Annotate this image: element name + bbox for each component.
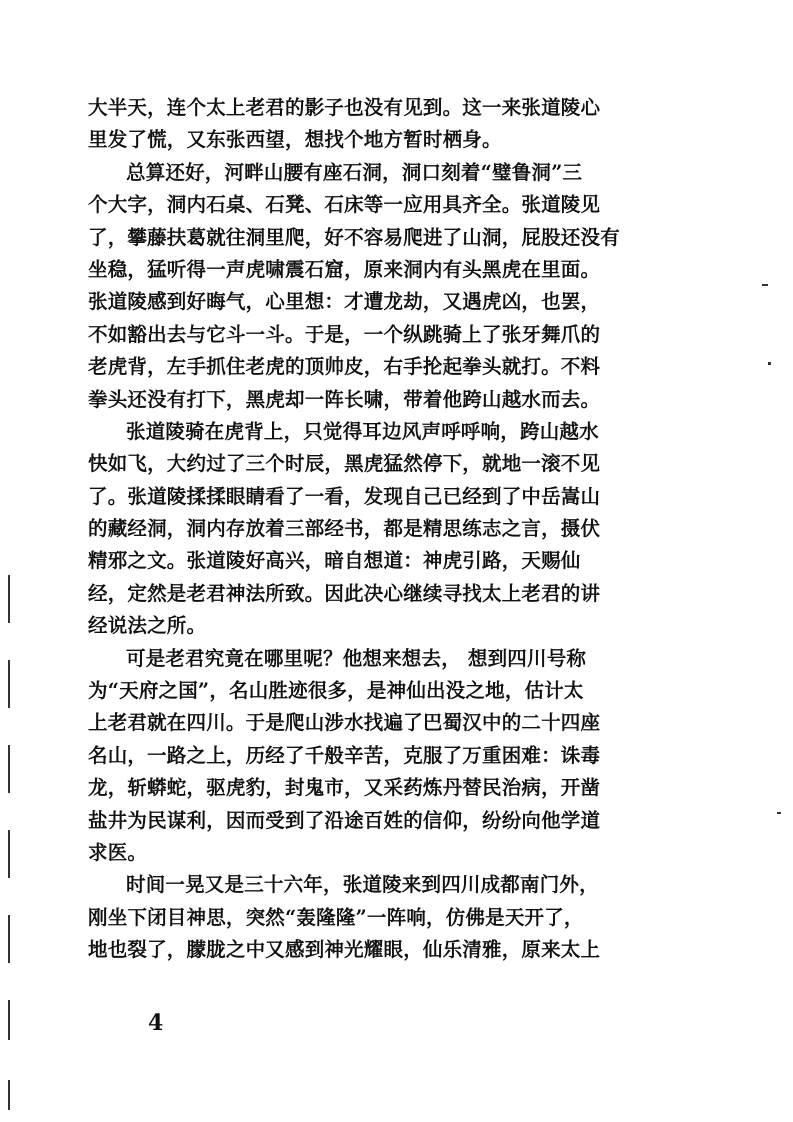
scan-artifact — [762, 284, 768, 286]
text-line: 不如豁出去与它斗一斗。于是，一个纵跳骑上了张牙舞爪的 — [88, 322, 601, 346]
text-line: 了，攀藤扶葛就往洞里爬，好不容易爬进了山洞，屁股还没有 — [88, 225, 620, 249]
text-line: 老虎背，左手抓住老虎的顶帅皮，右手抡起拳头就打。不料 — [88, 355, 601, 379]
scan-artifact — [777, 812, 781, 814]
scan-artifact — [8, 830, 10, 878]
text-line: 刚坐下闭目神思，突然“轰隆隆”一阵响，仿佛是天开了， — [88, 905, 584, 929]
text-line: 可是老君究竟在哪里呢？他想来想去， 想到四川号称 — [126, 646, 587, 670]
text-line: 张道陵感到好晦气，心里想：才遭龙劫，又遇虎凶，也罢， — [88, 290, 601, 314]
text-line: 坐稳，猛听得一声虎啸震石窟，原来洞内有头黑虎在里面。 — [88, 257, 601, 281]
scan-artifact — [768, 362, 771, 365]
text-line: 张道陵骑在虎背上，只觉得耳边风声呼呼响，跨山越水 — [126, 419, 599, 443]
text-line: 时间一晃又是三十六年，张道陵来到四川成都南门外， — [126, 873, 599, 897]
text-line: 了。张道陵揉揉眼睛看了一看，发现自己已经到了中岳嵩山 — [88, 484, 601, 508]
text-line: 拳头还没有打下，黑虎却一阵长啸，带着他跨山越水而去。 — [88, 387, 601, 411]
scan-artifact — [8, 660, 10, 708]
text-line: 精邪之文。张道陵好高兴，暗自想道：神虎引路，天赐仙 — [88, 549, 581, 573]
text-line: 大半天，连个太上老君的影子也没有见到。这一来张道陵心 — [88, 96, 601, 119]
text-line: 为“天府之国”，名山胜迹很多，是神仙出没之地，估计太 — [88, 679, 584, 703]
body-text — [88, 92, 696, 967]
text-line: 经，定然是老君神法所致。因此决心继续寻找太上老君的讲 — [88, 581, 601, 605]
scan-artifact — [8, 1080, 10, 1110]
text-line: 快如飞，大约过了三个时辰，黑虎猛然停下，就地一滚不见 — [88, 452, 601, 476]
scan-artifact — [8, 915, 10, 963]
scan-artifact — [8, 745, 10, 793]
text-line: 名山，一路之上，历经了千般辛苦，克服了万重困难：诛毒 — [88, 743, 601, 767]
text-line: 盐井为民谋利，因而受到了沿途百姓的信仰，纷纷向他学道 — [88, 808, 601, 832]
text-line: 经说法之所。 — [88, 614, 207, 638]
page-number: 4 — [148, 1010, 164, 1036]
text-line: 龙，斩蟒蛇，驱虎豹，封鬼市，又采药炼丹替民治病，开凿 — [88, 776, 601, 800]
text-line: 个大字，洞内石桌、石凳、石床等一应用具齐全。张道陵见 — [88, 193, 601, 217]
text-line: 求医。 — [88, 840, 148, 864]
scan-artifact — [8, 575, 10, 623]
text-line: 的藏经洞，洞内存放着三部经书，都是精思练志之言，摄伏 — [88, 517, 601, 541]
text-line: 总算还好，河畔山腰有座石洞，洞口刻着“璧鲁洞”三 — [126, 160, 583, 184]
text-line: 里发了慌，又东张西望，想找个地方暂时栖身。 — [88, 128, 502, 152]
text-line: 上老君就在四川。于是爬山涉水找遍了巴蜀汉中的二十四座 — [88, 711, 601, 735]
text-line: 地也裂了，朦胧之中又感到神光耀眼，仙乐清雅，原来太上 — [88, 938, 601, 962]
scan-artifact — [8, 1000, 10, 1040]
